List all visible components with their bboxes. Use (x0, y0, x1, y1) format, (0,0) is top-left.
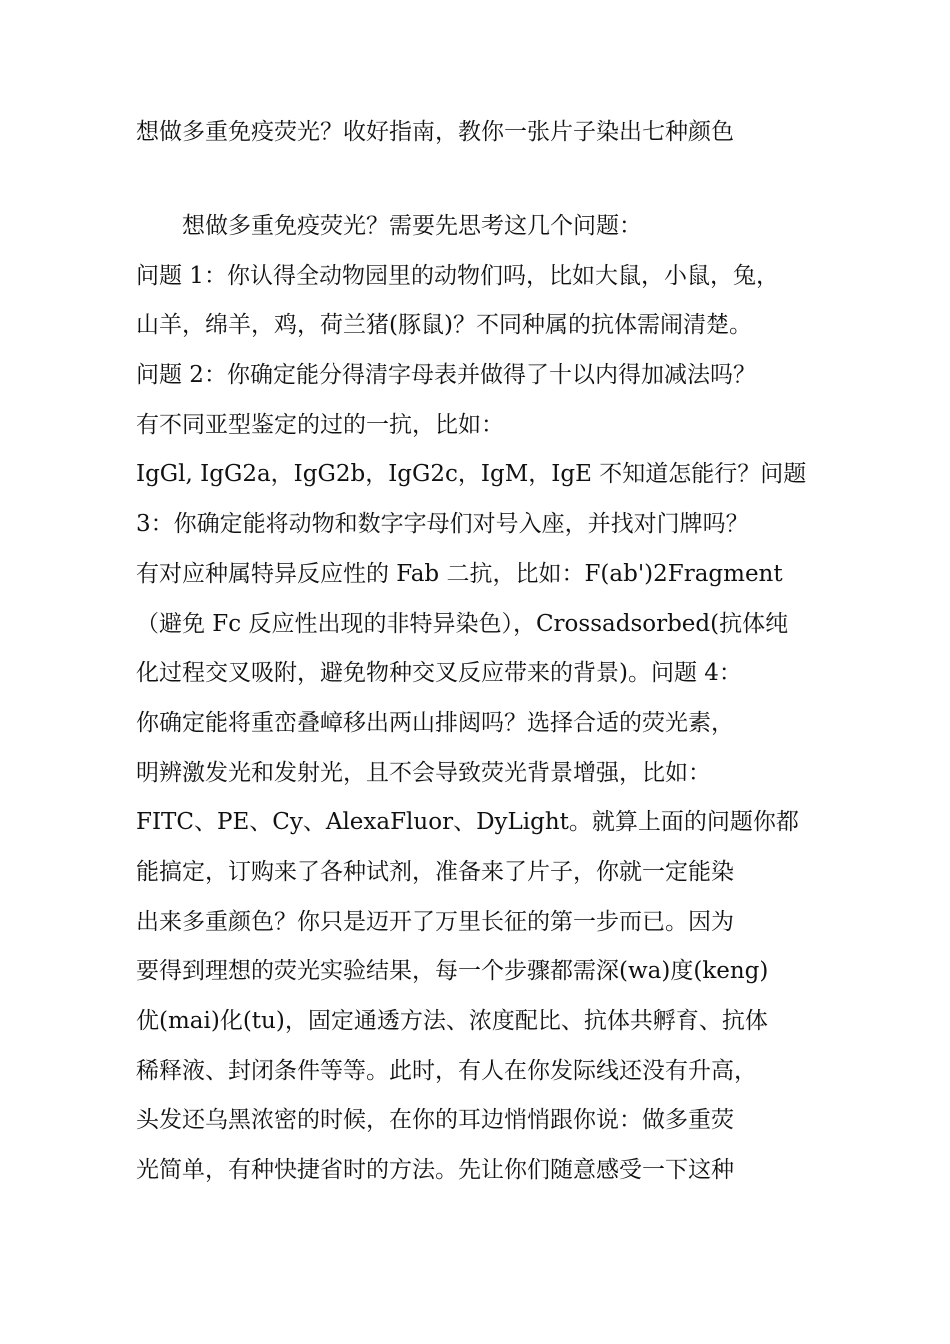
paragraph-line: 稀释液、封闭条件等等。此时，有人在你发际线还没有升高， (136, 1057, 757, 1084)
paragraph-line: 优(mai)化(tu)，固定通透方法、浓度配比、抗体共孵育、抗体 (136, 1008, 768, 1034)
paragraph-line: 头发还乌黑浓密的时候，在你的耳边悄悄跟你说：做多重荧 (136, 1107, 734, 1134)
paragraph-line: 问题 2：你确定能分得清字母表并做得了十以内得加减法吗？ (136, 362, 756, 389)
paragraph-line: （避免 Fc 反应性出现的非特异染色），Crossadsorbed(抗体纯 (136, 610, 789, 637)
paragraph-line: 要得到理想的荧光实验结果，每一个步骤都需深(wa)度(keng) (136, 958, 769, 985)
paragraph-line: 明辨激发光和发射光，且不会导致荧光背景增强，比如： (136, 759, 711, 786)
paragraph-line: 3：你确定能将动物和数字字母们对号入座，并找对门牌吗？ (136, 511, 749, 538)
paragraph-line: FITC、PE、Cy、AlexaFluor、DyLight。就算上面的问题你都 (136, 809, 799, 836)
paragraph-line: IgGl, IgG2a，IgG2b，IgG2c，IgM，IgE 不知道怎能行？问题 (136, 461, 807, 488)
document-body (136, 202, 836, 1196)
paragraph-line: 化过程交叉吸附，避免物种交叉反应带来的背景)。问题 4： (136, 660, 742, 687)
document-title: 想做多重免疫荧光？收好指南，教你一张片子染出七种颜色 (136, 119, 734, 145)
paragraph-line: 山羊，绵羊，鸡，荷兰猪(豚鼠)？不同种属的抗体需闹清楚。 (136, 312, 752, 339)
paragraph-line: 问题 1：你认得全动物园里的动物们吗，比如大鼠，小鼠，兔， (136, 262, 779, 289)
paragraph-line: 能搞定，订购来了各种试剂，准备来了片子，你就一定能染 (136, 858, 734, 885)
paragraph-line: 有不同亚型鉴定的过的一抗，比如： (136, 411, 504, 438)
paragraph-line: 出来多重颜色？你只是迈开了万里长征的第一步而已。因为 (136, 908, 734, 935)
paragraph-line: 光简单，有种快捷省时的方法。先让你们随意感受一下这种 (136, 1157, 734, 1184)
paragraph-line: 想做多重免疫荧光？需要先思考这几个问题： (182, 213, 642, 239)
paragraph-line: 有对应种属特异反应性的 Fab 二抗，比如：F(ab')2Fragment (136, 560, 783, 587)
paragraph-line: 你确定能将重峦叠嶂移出两山排闼吗？选择合适的荧光素， (136, 709, 734, 736)
